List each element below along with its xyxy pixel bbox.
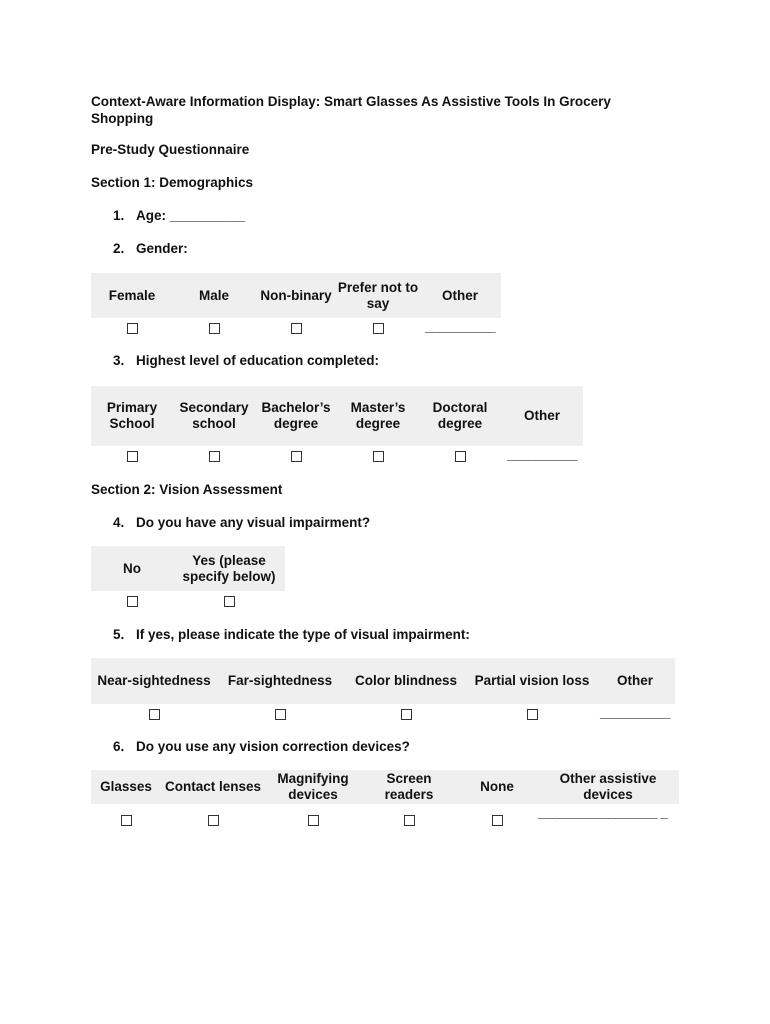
checkbox-none[interactable] [492,815,503,826]
question-number: 4. [113,515,125,530]
question-text: Age: __________ [136,208,245,223]
option-label-screen-readers: Screen readers [361,770,457,804]
option-label-other-assistive-devices: Other assistive devices [537,770,679,804]
option-label-none: None [457,770,537,804]
option-label-bachelors-degree: Bachelor’s degree [255,386,337,446]
question-text: Highest level of education completed: [136,353,380,368]
document-title: Context-Aware Information Display: Smart Glasses As Assistive Tools In Grocery Shopping [91,94,611,126]
option-label-glasses: Glasses [91,770,161,804]
checkbox-near-sightedness[interactable] [149,709,160,720]
checkbox-yes[interactable] [224,596,235,607]
checkbox-doctoral-degree[interactable] [455,451,466,462]
checkbox-prefer-not-to-say[interactable] [373,323,384,334]
checkbox-primary-school[interactable] [127,451,138,462]
option-label-near-sightedness: Near-sightedness [91,658,217,704]
question-text: Do you have any visual impairment? [136,515,371,530]
question-number: 5. [113,627,125,642]
checkbox-no[interactable] [127,596,138,607]
other-blank-field[interactable]: __________ [599,705,671,720]
question-number: 6. [113,739,125,754]
option-label-doctoral-degree: Doctoral degree [419,386,501,446]
option-label-primary-school: Primary School [91,386,173,446]
checkbox-bachelors-degree[interactable] [291,451,302,462]
checkbox-far-sightedness[interactable] [275,709,286,720]
option-label-other: Other [501,386,583,446]
option-label-prefer-not-to-say: Prefer not to say [337,273,419,318]
option-label-other: Other [595,658,675,704]
option-label-partial-vision-loss: Partial vision loss [469,658,595,704]
option-label-no: No [91,546,173,591]
checkbox-magnifying-devices[interactable] [308,815,319,826]
gender-options-table [91,273,501,344]
option-label-magnifying-devices: Magnifying devices [265,770,361,804]
option-label-far-sightedness: Far-sightedness [217,658,343,704]
checkbox-male[interactable] [209,323,220,334]
option-label-color-blindness: Color blindness [343,658,469,704]
option-label-other: Other [419,273,501,318]
question-correction-devices [113,739,410,754]
section-2-heading: Section 2: Vision Assessment [91,482,283,497]
checkbox-non-binary[interactable] [291,323,302,334]
question-number: 2. [113,241,125,256]
correction-devices-options-table [91,770,679,844]
question-text: Gender: [136,241,188,256]
checkbox-masters-degree[interactable] [373,451,384,462]
option-label-female: Female [91,273,173,318]
option-label-masters-degree: Master’s degree [337,386,419,446]
question-gender [113,241,188,256]
checkbox-contact-lenses[interactable] [208,815,219,826]
questionnaire-subtitle: Pre-Study Questionnaire [91,142,250,157]
question-visual-impairment [113,515,370,530]
checkbox-screen-readers[interactable] [404,815,415,826]
checkbox-secondary-school[interactable] [209,451,220,462]
checkbox-color-blindness[interactable] [401,709,412,720]
question-impairment-type [113,627,470,642]
section-1-heading: Section 1: Demographics [91,175,254,190]
question-text: If yes, please indicate the type of visual impairment: [136,627,470,642]
checkbox-partial-vision-loss[interactable] [527,709,538,720]
question-number: 3. [113,353,125,368]
checkbox-glasses[interactable] [121,815,132,826]
option-label-yes: Yes (please specify below) [173,546,285,591]
impairment-type-options-table [91,658,675,730]
option-label-contact-lenses: Contact lenses [161,770,265,804]
option-label-non-binary: Non-binary [255,273,337,318]
education-options-table [91,386,583,474]
option-label-secondary-school: Secondary school [173,386,255,446]
other-blank-field[interactable]: _________________ _ [538,805,668,820]
other-blank-field[interactable]: __________ [506,447,578,462]
question-text: Do you use any vision correction devices? [136,739,410,754]
question-education [113,353,379,368]
option-label-male: Male [173,273,255,318]
checkbox-female[interactable] [127,323,138,334]
question-age [113,208,245,223]
question-number: 1. [113,208,125,223]
visual-impairment-options-table [91,546,285,617]
other-blank-field[interactable]: __________ [424,319,496,334]
